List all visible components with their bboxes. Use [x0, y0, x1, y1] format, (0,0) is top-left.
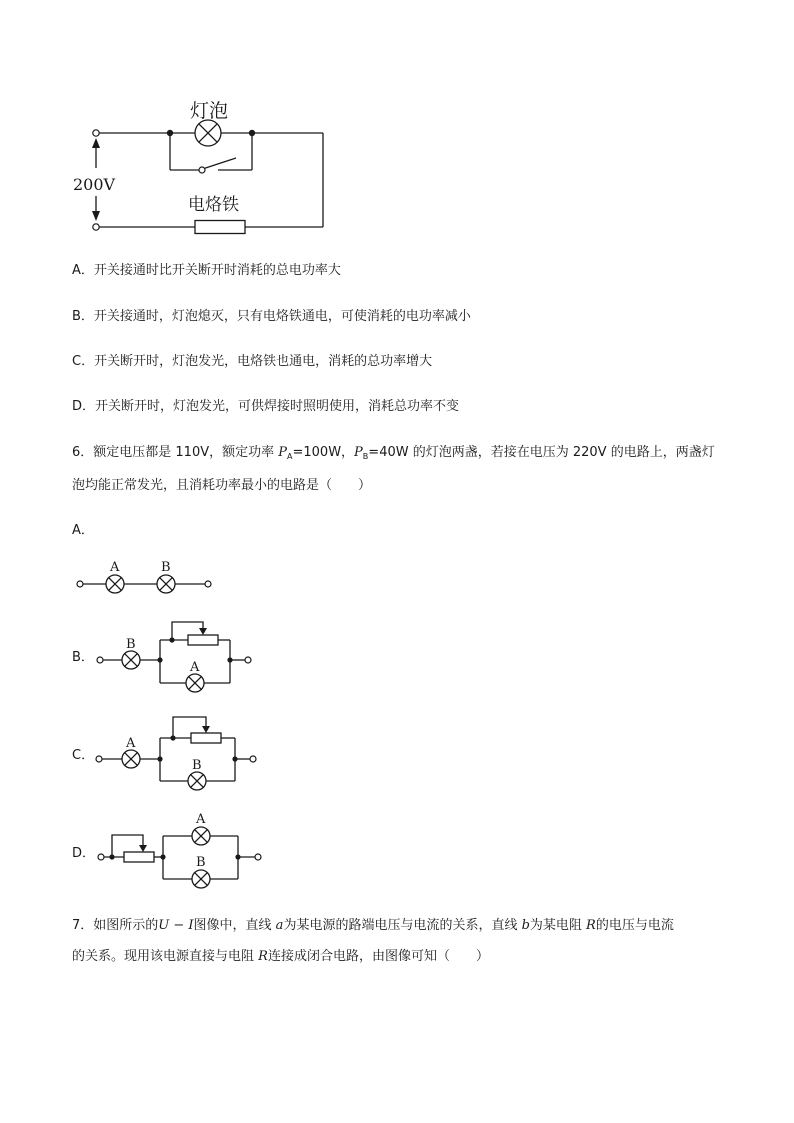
q6-option-a-label: A． — [72, 523, 94, 538]
lamp-label-b: B — [192, 758, 202, 773]
line-a-symbol: a — [275, 918, 284, 933]
q6-option-c-label: C． — [72, 748, 95, 763]
lamp-label-b: B — [161, 560, 171, 575]
q7-text: 的电压与电流 — [595, 918, 674, 933]
q6-circuits — [0, 550, 794, 890]
q7-stem-line2 — [72, 948, 489, 966]
q5-option-b: B．开关接通时，灯泡熄灭，只有电烙铁通电，可使消耗的电功率减小 — [72, 309, 471, 324]
lamp-label-a: A — [126, 736, 136, 751]
circuit-option-d — [98, 812, 261, 888]
subscript-a: A — [287, 452, 293, 461]
iron-label: 电烙铁 — [188, 195, 239, 215]
q5-option-a: A．开关接通时比开关断开时消耗的总电功率大 — [72, 263, 341, 278]
q6-text: 6．额定电压都是 110V，额定功率 — [72, 445, 279, 460]
q6-option-b-label: B． — [72, 650, 94, 665]
q7-text: 为某电源的路端电压与电流的关系，直线 — [283, 918, 522, 933]
lamp-icon — [192, 827, 210, 845]
lamp-icon — [186, 674, 204, 692]
lamp-icon — [192, 870, 210, 888]
power-symbol: P — [354, 445, 363, 460]
circuit-option-c — [96, 717, 256, 790]
lamp-icon — [188, 772, 206, 790]
subscript-b: B — [362, 452, 369, 461]
q6-option-d-label: D． — [72, 846, 96, 861]
resistor-symbol: R — [258, 949, 268, 964]
q7-text: 为某电阻 — [529, 918, 587, 933]
lamp-label-b: B — [196, 855, 206, 870]
lamp-label-a: A — [190, 660, 200, 675]
circuit-option-a — [77, 560, 211, 593]
q7-text: 7．如图所示的 — [72, 918, 159, 933]
q7-text: 的关系。现用该电源直接与电阻 — [72, 949, 259, 964]
rheostat-icon — [188, 635, 218, 645]
voltage-label: 200V — [73, 175, 116, 194]
q6-stem-line1 — [72, 444, 715, 466]
junction-dot — [249, 130, 255, 136]
junction-dot — [167, 130, 173, 136]
lamp-icon — [157, 575, 175, 593]
lamp-label-b: B — [126, 637, 136, 652]
line-b-symbol: b — [521, 918, 530, 933]
circuit-figure-lamp-iron — [0, 0, 794, 260]
circuit-option-b — [97, 622, 251, 692]
lamp-icon — [122, 651, 140, 669]
soldering-iron-resistor-icon — [195, 221, 245, 234]
lamp-icon — [106, 575, 124, 593]
q6-text: =40W 的灯泡两盏，若接在电压为 220V 的电路上，两盏灯 — [368, 445, 715, 460]
resistor-symbol: R — [586, 918, 596, 933]
terminal-top — [93, 130, 99, 136]
terminal-bottom — [93, 224, 99, 230]
q6-text: =100W， — [292, 445, 355, 460]
rheostat-icon — [124, 852, 154, 862]
switch-icon — [199, 158, 236, 173]
lamp-icon — [122, 750, 140, 768]
lamp-icon — [195, 120, 221, 146]
ui-symbol: U − I — [158, 918, 194, 933]
q5-option-c: C．开关断开时，灯泡发光，电烙铁也通电，消耗的总功率增大 — [72, 354, 433, 369]
lamp-label: 灯泡 — [190, 100, 229, 122]
lamp-label-a: A — [110, 560, 120, 575]
rheostat-icon — [191, 733, 221, 743]
q7-stem-line1 — [72, 917, 674, 935]
q7-text: 图像中，直线 — [193, 918, 276, 933]
q6-stem-line2: 泡均能正常发光，且消耗功率最小的电路是（ ） — [72, 478, 372, 493]
lamp-label-a: A — [196, 812, 206, 827]
q5-option-d: D．开关断开时，灯泡发光，可供焊接时照明使用，消耗总功率不变 — [72, 399, 460, 414]
q7-text: 连接成闭合电路，由图像可知（ ） — [267, 949, 489, 964]
power-symbol: P — [278, 445, 287, 460]
